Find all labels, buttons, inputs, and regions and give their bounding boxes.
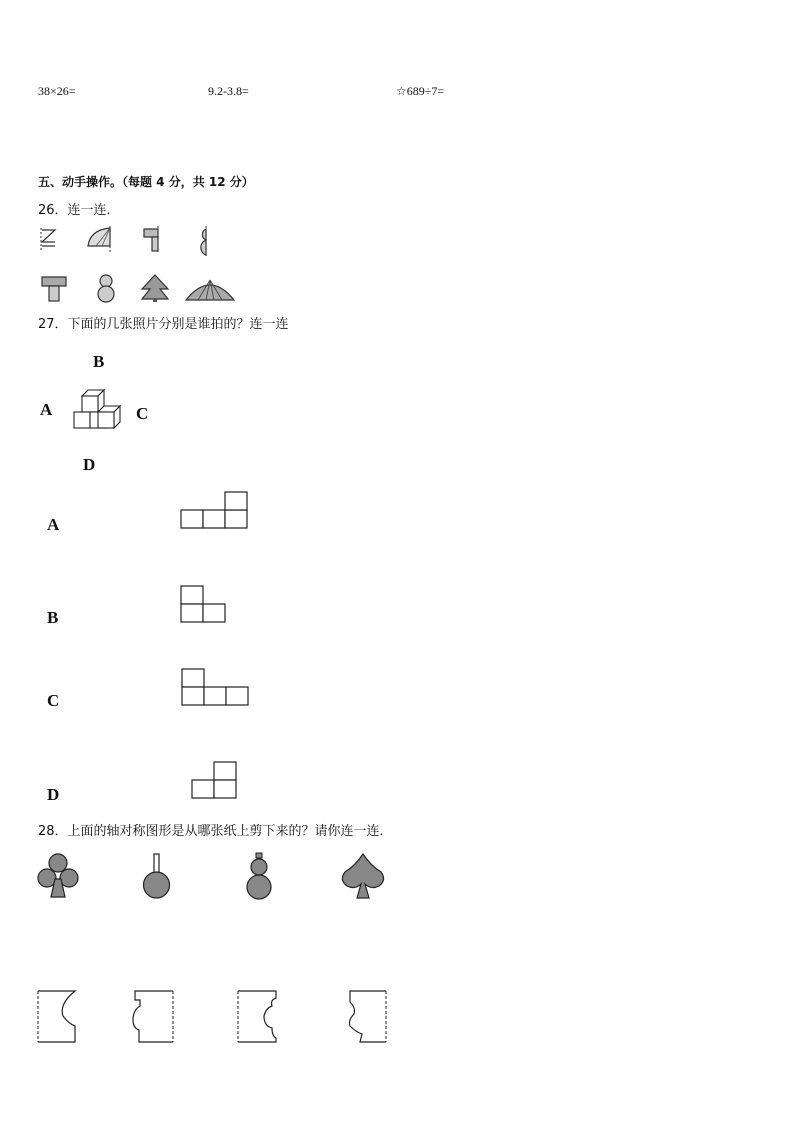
mushroom-icon (40, 273, 68, 303)
mushroom-half-icon (142, 226, 164, 254)
tree-icon (140, 273, 170, 303)
snowman-icon (94, 272, 118, 304)
observer-d-label: D (83, 455, 96, 474)
view-c-figure (181, 669, 251, 707)
gourd-icon (243, 852, 275, 900)
view-b-figure (180, 586, 228, 624)
spade-icon (341, 852, 385, 900)
q27-text: 27．下面的几张照片分别是谁拍的？连一连 (38, 317, 289, 332)
calc-3: ☆689÷7= (396, 84, 445, 98)
club-icon (37, 851, 79, 899)
observer-b-label: B (93, 352, 105, 371)
view-label-a: A (47, 515, 60, 534)
umbrella-icon (184, 276, 236, 302)
q26-text: 26．连一连． (38, 203, 120, 218)
observer-c-label: C (136, 404, 149, 423)
view-label-d: D (47, 785, 60, 804)
view-a-figure (180, 492, 250, 530)
calc-1: 38×26= (38, 84, 76, 98)
q28-text: 28．上面的轴对称图形是从哪张纸上剪下来的？请你连一连． (38, 824, 393, 839)
section-heading: 五、动手操作。（每题 4 分，共 12 分） (38, 175, 254, 189)
paper-cut-1 (37, 990, 79, 1044)
view-d-figure (191, 762, 239, 800)
snowman-half-icon (196, 226, 214, 256)
zigzag-half-icon (38, 226, 60, 254)
paper-cut-2 (131, 990, 175, 1044)
paper-cut-3 (236, 990, 280, 1044)
cube-stack-figure (70, 386, 120, 442)
view-label-b: B (47, 608, 59, 627)
umbrella-half-icon (86, 226, 114, 252)
view-label-c: C (47, 691, 60, 710)
paper-cut-4 (346, 990, 390, 1044)
observer-a-label: A (40, 400, 53, 419)
racket-icon (140, 853, 174, 901)
calc-2: 9.2-3.8= (208, 84, 249, 98)
